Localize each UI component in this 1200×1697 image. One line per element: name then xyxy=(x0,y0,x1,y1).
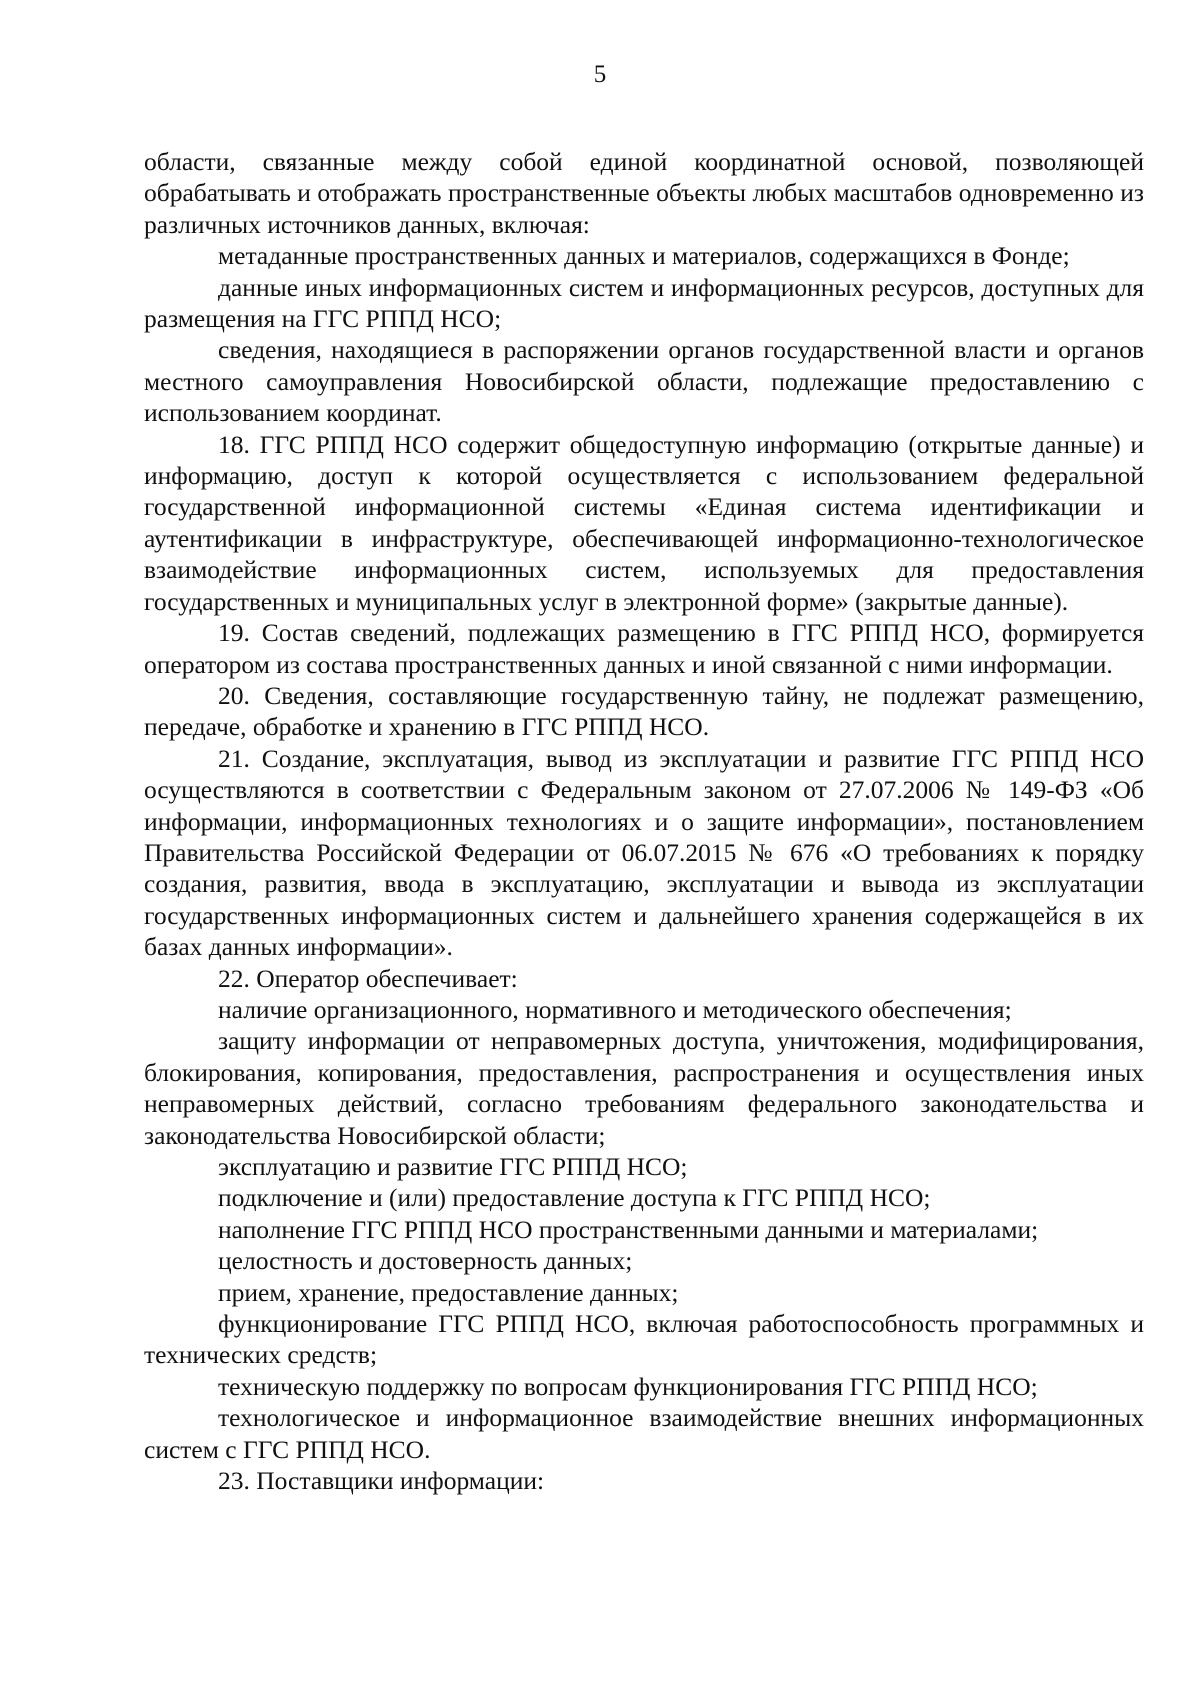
paragraph-clause-20: 20. Сведения, составляющие государственную тайну, не подлежат размещению, передаче, обработке и хранению в ГГС РППД НСО. xyxy=(144,680,1144,742)
paragraph-list-item: метаданные пространственных данных и материалов, содержащихся в Фонде; xyxy=(218,241,1070,271)
paragraph-list-item: технологическое и информационное взаимодействие внешних информационных систем с ГГС РППД НСО. xyxy=(144,1403,1144,1464)
paragraph-list-item: целостность и достоверность данных; xyxy=(218,1246,633,1276)
paragraph-list-item: защиту информации от неправомерных доступа, уничтожения, модифицирования, блокирования, копирования, предоставления, распространения и осуществления иных неправомерных действий, согласно требованиям федерального законодательства и законодательства Новосибирской области; xyxy=(144,1026,1144,1150)
document-body xyxy=(144,146,1144,1496)
paragraph-clause-18: 18. ГГС РППД НСО содержит общедоступную информацию (открытые данные) и информацию, доступ к которой осуществляется с использованием федеральной государственной информационной системы «Единая система идентификации и аутентификации в инфраструктуре, обеспечивающей информационно-технологическое взаимодействие информационных систем, используемых для предоставления государственных и муниципальных услуг в электронной форме» (закрытые данные). xyxy=(144,429,1144,616)
paragraph-list-item: прием, хранение, предоставление данных; xyxy=(218,1277,679,1307)
paragraph-list-item: техническую поддержку по вопросам функционирования ГГС РППД НСО; xyxy=(218,1371,1038,1401)
paragraph-list-item: подключение и (или) предоставление доступа к ГГС РППД НСО; xyxy=(218,1183,931,1213)
paragraph-clause-23: 23. Поставщики информации: xyxy=(218,1466,545,1496)
paragraph-list-item: эксплуатацию и развитие ГГС РППД НСО; xyxy=(218,1152,688,1181)
paragraph-list-item: наполнение ГГС РППД НСО пространственными данными и материалами; xyxy=(218,1214,1039,1244)
paragraph-clause-19: 19. Состав сведений, подлежащих размещению в ГГС РППД НСО, формируется оператором из состава пространственных данных и иной связанной с ними информации. xyxy=(144,618,1144,679)
paragraph-clause-21: 21. Создание, эксплуатация, вывод из эксплуатации и развитие ГГС РППД НСО осуществляются в соответствии с Федеральным законом от 27.07.2006 № 149-ФЗ «Об информации, информационных технологиях и о защите информации», постановлением Правительства Российской Федерации от 06.07.2015 № 676 «О требованиях к порядку создания, развития, ввода в эксплуатацию, эксплуатации и вывода из эксплуатации государственных информационных систем и дальнейшего хранения содержащейся в их базах данных информации». xyxy=(144,743,1144,962)
paragraph-list-item: данные иных информационных систем и информационных ресурсов, доступных для размещения на ГГС РППД НСО; xyxy=(144,272,1144,334)
paragraph-list-item: наличие организационного, нормативного и методического обеспечения; xyxy=(218,994,1012,1024)
paragraph-continuation: области, связанные между собой единой координатной основой, позволяющей обрабатывать и отображать пространственные объекты любых масштабов одновременно из различных источников данных, включая: xyxy=(144,147,1144,239)
page-number: 5 xyxy=(593,61,607,88)
paragraph-list-item: сведения, находящиеся в распоряжении органов государственной власти и органов местного самоуправления Новосибирской области, подлежащие предоставлению с использованием координат. xyxy=(144,335,1144,428)
paragraph-clause-22: 22. Оператор обеспечивает: xyxy=(218,963,518,993)
paragraph-list-item: функционирование ГГС РППД НСО, включая работоспособность программных и технических средств; xyxy=(144,1309,1144,1370)
